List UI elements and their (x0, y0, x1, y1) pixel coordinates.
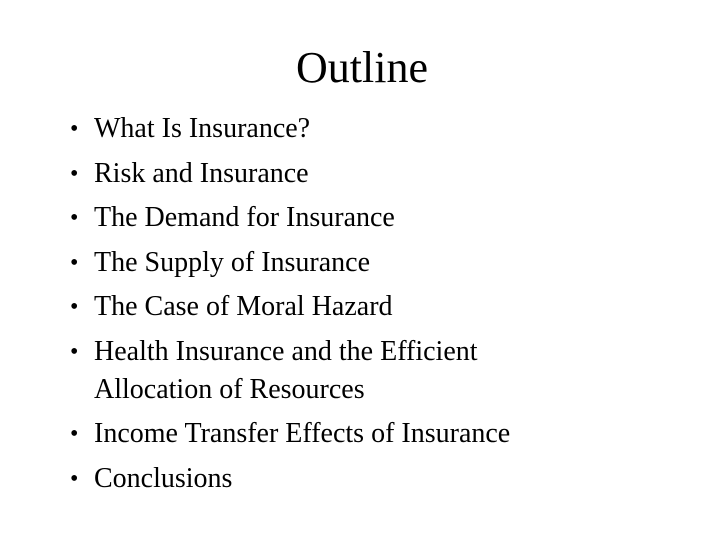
list-item-text: The Case of Moral Hazard (94, 291, 393, 322)
list-item-text: What Is Insurance? (94, 113, 311, 144)
list-item (70, 110, 690, 148)
bullet-icon: • (70, 421, 79, 447)
list-item-text: The Supply of Insurance (94, 246, 371, 278)
list-item-text: The Demand for Insurance (94, 202, 395, 233)
list-item (70, 199, 690, 237)
bullet-icon: • (70, 249, 79, 276)
list-item (70, 155, 690, 193)
list-item-text: Risk and Insurance (94, 157, 309, 189)
outline-list (70, 110, 690, 504)
bullet-icon: • (70, 205, 79, 231)
bullet-icon: • (70, 160, 79, 187)
bullet-icon: • (70, 294, 79, 320)
bullet-icon: • (70, 116, 79, 142)
bullet-icon: • (70, 338, 79, 365)
list-item-text: Conclusions (94, 462, 233, 494)
list-item (70, 288, 690, 326)
list-item (70, 460, 690, 498)
list-item-text: Health Insurance and the Efficient Allocation of Resources (94, 335, 478, 405)
list-item (70, 333, 554, 409)
list-item (70, 415, 690, 453)
bullet-icon: • (70, 465, 79, 492)
list-item (70, 244, 690, 282)
slide-title: Outline (296, 43, 428, 92)
list-item-text: Income Transfer Effects of Insurance (94, 418, 511, 449)
